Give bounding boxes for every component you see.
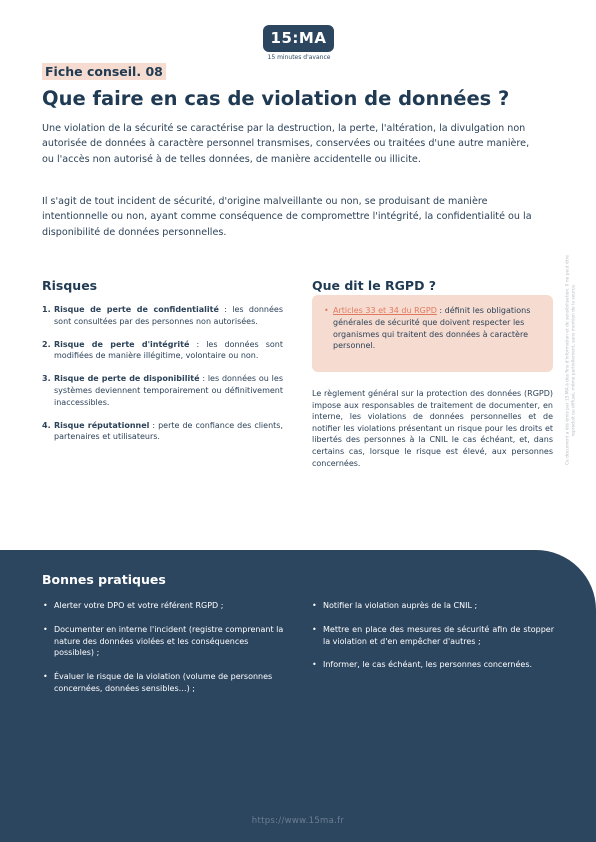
rgpd-title: Que dit le RGPD ? [312,278,437,293]
risk-item [42,373,283,408]
practice-item: • Mettre en place des mesures de sécurité afin de stopper la violation et d'en empêcher d'autres ; [311,624,554,648]
footer-website-link[interactable]: https://www.15ma.fr [251,816,345,826]
risk-desc: : les données sont consultées par des personnes non autorisées. [54,305,284,326]
intro-paragraph-2: Il s'agit de tout incident de sécurité, d'origine malveillante ou non, se produisant de manière intentionnelle ou non, ayant comme conséquence de compromettre l'intégrité, la confidentialité ou la disponibilité de données personnelles. [42,196,532,238]
risk-number: 1. [42,305,51,314]
risk-item [42,339,283,363]
risk-term: Risque de perte d'intégrité [54,339,190,349]
vertical-disclaimer: Ce document a été émis par 15 MA à des fins d'information et de sensibilisation. Il ne peut être reproduit ou diffusé, même partiellement, sans mention de la source. [565,255,576,465]
risk-term: Risque de perte de confidentialité [54,305,219,314]
practice-item: • Alerter votre DPO et votre référent RGPD ; [42,600,285,612]
brand-tagline: 15 minutes d'avance [267,54,331,61]
risques-title: Risques [42,278,98,293]
practice-item: • Informer, le cas échéant, les personnes concernées. [311,659,554,671]
risk-number: 4. [42,420,51,430]
practice-item: • Évaluer le risque de la violation (volume de personnes concernées, données sensibles…) ; [42,671,285,695]
risk-number: 2. [42,339,51,349]
rgpd-callout-text: : définit les obligations générales de sécurité que doivent respecter les organismes qui traitent des données à caractère personnel. [333,306,531,351]
risk-number: 3. [42,374,51,384]
bonnes-pratiques-right-list [311,600,554,683]
rgpd-callout-item [324,305,541,352]
rgpd-paragraph: Le règlement général sur la protection des données (RGPD) impose aux responsables de traitement de documenter, en interne, les violations de données personnelles et de notifier les violations présentant un risque pour les droits et libertés des personnes à la CNIL le cas échéant, et, dans certains cas, lorsque le risque est élevé, aux personnes concernées. [312,389,553,468]
brand-logo: 15:MA [263,25,334,52]
risk-desc: : perte de confiance des clients, partenaires et utilisateurs. [54,420,283,442]
fiche-label: Fiche conseil. 08 [42,63,166,80]
risk-desc: : les données ou les systèmes deviennent temporairement ou définitivement inaccessibles. [54,374,283,407]
risk-item [42,304,283,328]
page-title: Que faire en cas de violation de données ? [42,87,510,110]
risk-item [42,420,283,444]
intro-paragraph-1: Une violation de la sécurité se caractérise par la destruction, la perte, l'altération, la divulgation non autorisée de données à caractère personnel transmises, conservées ou traitées d'une autre manière, ou l'accès non autorisé à de telles données, de manière accidentelle ou illicite. [42,123,530,165]
risk-term: Risque de perte de disponibilité [54,374,200,384]
practice-item: • Notifier la violation auprès de la CNIL ; [311,600,554,612]
practice-item: • Documenter en interne l'incident (registre comprenant la nature des données violées et les conséquences possibles) ; [42,624,285,659]
bonnes-pratiques-left-list [42,600,285,707]
rgpd-articles-link[interactable]: Articles 33 et 34 du RGPD [333,306,437,315]
bonnes-pratiques-title: Bonnes pratiques [42,572,166,587]
risk-term: Risque réputationnel [54,420,150,430]
risk-desc: : les données sont modifiées de manière illégitime, volontaire ou non. [54,339,283,361]
risk-list [42,304,283,454]
rgpd-callout [312,295,553,372]
